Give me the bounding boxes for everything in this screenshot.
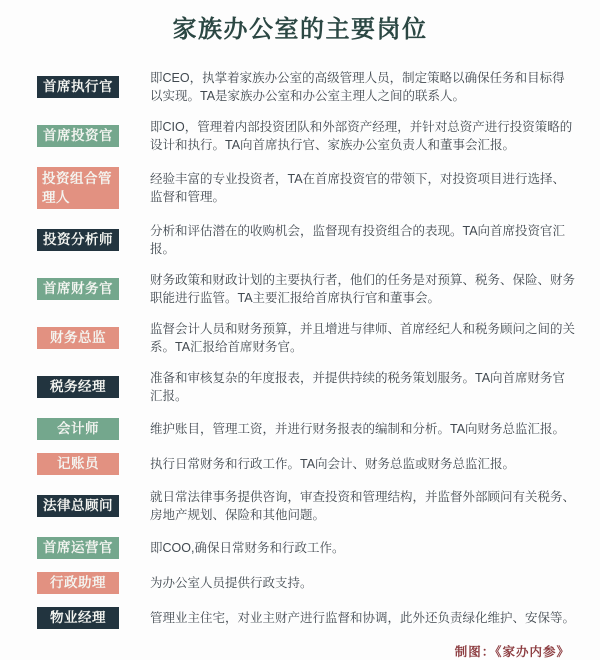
role-row <box>37 369 575 405</box>
role-description: 执行日常财务和行政工作。TA向会计、财务总监或财务总监汇报。 <box>150 457 516 471</box>
role-badge: 首席执行官 <box>37 76 119 98</box>
role-badge: 首席投资官 <box>37 125 119 147</box>
role-badge: 首席运营官 <box>37 537 119 559</box>
role-description: 即CIO，管理着内部投资团队和外部资产经理，并针对总资产进行投资策略的设计和执行。TA向首席执行官、家族办公室负责人和董事会汇报。 <box>150 120 573 152</box>
role-row <box>37 418 575 440</box>
credit-text: 制图：《家办内参》 <box>454 645 570 659</box>
role-description: 即COO,确保日常财务和行政工作。 <box>150 541 345 555</box>
role-description: 准备和审核复杂的年度报表，并提供持续的税务策划服务。TA向首席财务官汇报。 <box>150 371 566 403</box>
role-row <box>37 607 575 629</box>
role-description: 分析和评估潜在的收购机会，监督现有投资组合的表现。TA向首席投资官汇报。 <box>150 224 566 256</box>
role-description: 维护账目，管理工资，并进行财务报表的编制和分析。TA向财务总监汇报。 <box>150 422 566 436</box>
role-description: 监督会计人员和财务预算，并且增进与律师、首席经纪人和税务顾问之间的关系。TA汇报给首席财务官。 <box>150 322 576 354</box>
role-row <box>37 488 575 524</box>
role-description: 为办公室人员提供行政支持。 <box>150 576 313 590</box>
role-description: 管理业主住宅，对业主财产进行监督和协调，此外还负责绿化维护、安保等。 <box>150 611 576 625</box>
role-row <box>37 453 575 475</box>
role-badge: 行政助理 <box>37 572 119 594</box>
role-row <box>37 118 575 154</box>
role-badge: 记账员 <box>37 453 119 475</box>
role-row <box>37 271 575 307</box>
role-description: 财务政策和财政计划的主要执行者，他们的任务是对预算、税务、保险、财务职能进行监管。TA主要汇报给首席执行官和董事会。 <box>150 273 576 305</box>
role-row <box>37 537 575 559</box>
role-description: 经验丰富的专业投资者，TA在首席投资官的带领下，对投资项目进行选择、监督和管理。 <box>150 172 566 204</box>
role-badge: 物业经理 <box>37 607 119 629</box>
role-row <box>37 572 575 594</box>
role-row <box>37 69 575 105</box>
roles-list <box>37 69 575 629</box>
role-row <box>37 222 575 258</box>
role-badge: 会计师 <box>37 418 119 440</box>
role-badge: 投资分析师 <box>37 229 119 251</box>
page-title: 家族办公室的主要岗位 <box>172 16 428 43</box>
role-row <box>37 320 575 356</box>
role-badge: 首席财务官 <box>37 278 119 300</box>
role-description: 即CEO，执掌着家族办公室的高级管理人员，制定策略以确保任务和目标得以实现。TA是家族办公室和办公室主理人之间的联系人。 <box>150 71 565 103</box>
role-badge: 财务总监 <box>37 327 119 349</box>
role-badge: 投资组合管理人 <box>37 167 119 209</box>
role-badge: 税务经理 <box>37 376 119 398</box>
role-row <box>37 167 575 209</box>
role-badge: 法律总顾问 <box>37 495 119 517</box>
role-description: 就日常法律事务提供咨询，审查投资和管理结构，并监督外部顾问有关税务、房地产规划、保险和其他问题。 <box>150 490 576 522</box>
